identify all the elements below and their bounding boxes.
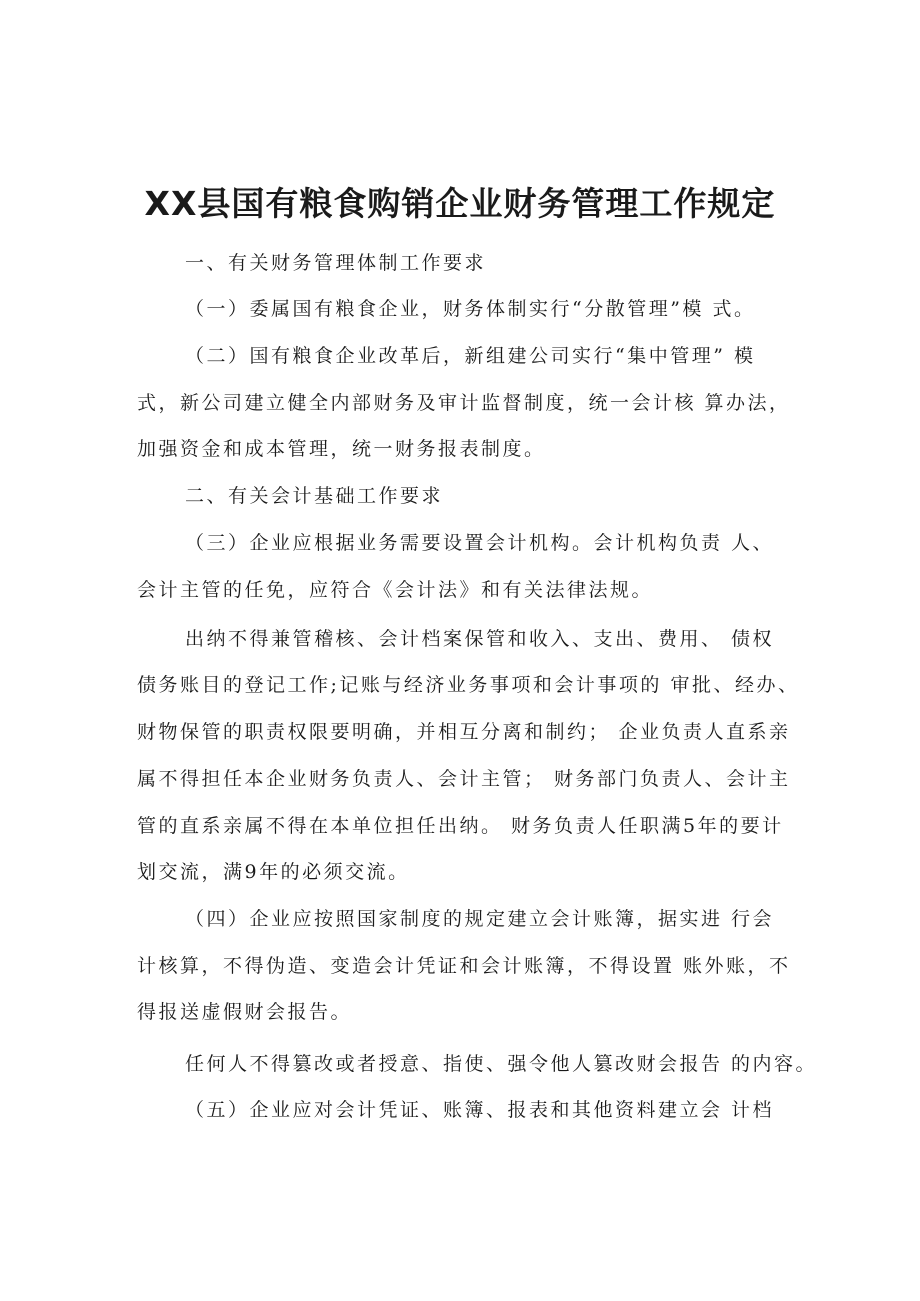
document-title: XX县国有粮食购销企业财务管理工作规定 [144, 184, 776, 223]
paragraph-line: 式，新公司建立健全内部财务及审计监督制度，统一会计核 算办法， [137, 392, 791, 414]
paragraph-line: 任何人不得篡改或者授意、指使、强令他人篡改财会报告 的内容。 [185, 1053, 818, 1075]
paragraph-line: 管的直系亲属不得在本单位担任出纳。 财务负责人任职满5年的要计 [137, 815, 784, 837]
paragraph-line: 财物保管的职责权限要明确，并相互分离和制约； 企业负责人直系亲 [137, 721, 791, 743]
heading-section-1: 一、有关财务管理体制工作要求 [185, 252, 487, 274]
paragraph-line: 属不得担任本企业财务负责人、会计主管； 财务部门负责人、会计主 [137, 768, 791, 790]
paragraph-line: 债务账目的登记工作;记账与经济业务事项和会计事项的 审批、经办、 [137, 674, 800, 696]
paragraph-line: （三）企业应根据业务需要设置会计机构。会计机构负责 人、 [185, 532, 775, 554]
paragraph-line: 加强资金和成本管理，统一财务报表制度。 [137, 438, 546, 460]
paragraph-line: 会计主管的任免，应符合《会计法》和有关法律法规。 [137, 579, 654, 601]
paragraph-line: 得报送虚假财会报告。 [137, 1001, 353, 1023]
paragraph-line: 计核算，不得伪造、变造会计凭证和会计账簿，不得设置 账外账，不 [137, 955, 791, 977]
paragraph-line: 出纳不得兼管稽核、会计档案保管和收入、支出、费用、 债权 [185, 628, 775, 650]
paragraph-line: （五）企业应对会计凭证、账簿、报表和其他资料建立会 计档 [185, 1099, 775, 1121]
paragraph-line: （四）企业应按照国家制度的规定建立会计账簿，据实进 行会 [185, 908, 775, 930]
paragraph-line: （一）委属国有粮食企业，财务体制实行“分散管理”模 式。 [185, 298, 756, 320]
paragraph-line: 划交流，满9年的必须交流。 [137, 861, 410, 883]
heading-section-2: 二、有关会计基础工作要求 [185, 485, 444, 507]
paragraph-line: （二）国有粮食企业改革后，新组建公司实行“集中管理” 模 [185, 345, 756, 367]
